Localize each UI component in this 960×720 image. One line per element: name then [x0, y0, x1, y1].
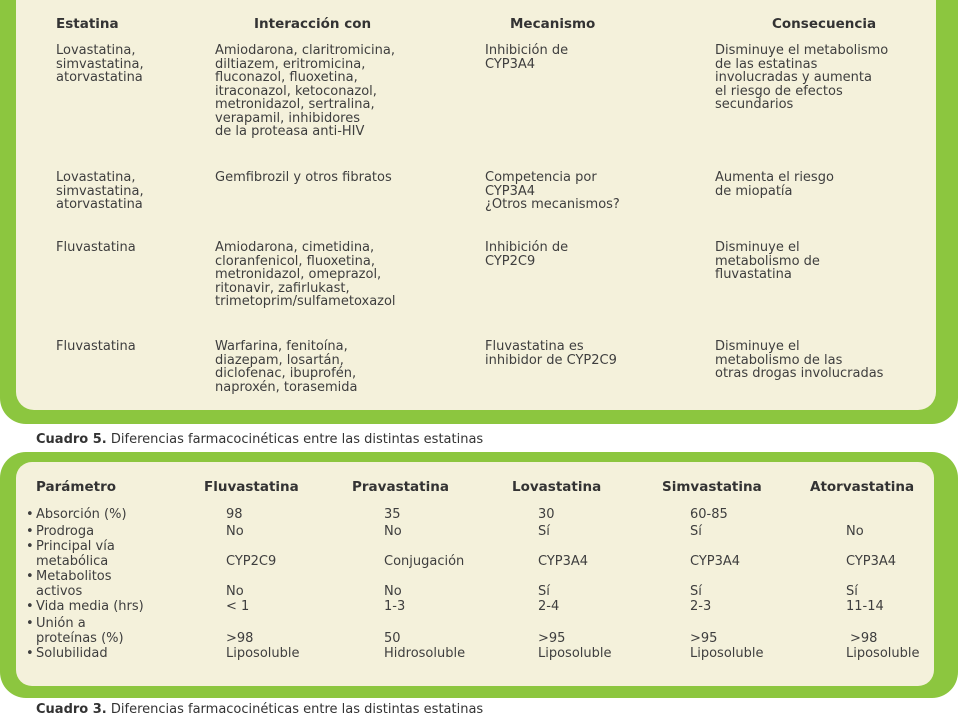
caption-text: Diferencias farmacocinéticas entre las distintas estatinas: [106, 702, 484, 717]
value-cell: 30: [538, 507, 555, 522]
caption-text: Diferencias farmacocinéticas entre las distintas estatinas: [106, 432, 484, 447]
row2-interaccion: Gemfibrozil y otros fibratos: [215, 170, 392, 185]
value-cell: Sí: [538, 524, 550, 539]
caption-label: Cuadro 3.: [36, 702, 107, 717]
header-mecanismo: Mecanismo: [510, 16, 596, 32]
row4-estatina: Fluvastatina: [56, 339, 136, 354]
row3-mecanismo: Inhibición de CYP2C9: [485, 240, 569, 269]
header-interaccion: Interacción con: [254, 16, 372, 32]
param-union-proteinas: Unión a proteínas (%): [36, 616, 124, 646]
value-cell: < 1: [226, 599, 250, 614]
value-cell: Sí: [690, 524, 702, 539]
row1-interaccion: Amiodarona, claritromicina, diltiazem, eritromicina, fluconazol, fluoxetina, itraconazol, ketoconazol, metronidazol, sertralina, verapamil, inhibidores de la proteasa anti-HIV: [215, 43, 395, 139]
value-cell: Liposoluble: [538, 646, 612, 661]
value-cell: CYP3A4: [538, 554, 589, 569]
row3-interaccion: Amiodarona, cimetidina, cloranfenicol, fluoxetina, metronidazol, omeprazol, ritonavir, zafirlukast, trimetoprim/sulfametoxazol: [215, 240, 396, 309]
param-absorcion: Absorción (%): [36, 507, 127, 522]
value-cell: 11-14: [846, 599, 884, 614]
bullet-icon: •: [26, 646, 34, 661]
value-cell: 98: [226, 507, 243, 522]
table-panel-top: [16, 0, 936, 410]
value-cell: Liposoluble: [846, 646, 920, 661]
caption-label: Cuadro 5.: [36, 432, 107, 447]
param-vida-media: Vida media (hrs): [36, 599, 144, 614]
value-cell: >98: [226, 631, 254, 646]
value-cell: Liposoluble: [226, 646, 300, 661]
row1-mecanismo: Inhibición de CYP3A4: [485, 43, 569, 72]
value-cell: 2-4: [538, 599, 560, 614]
value-cell: CYP3A4: [846, 554, 897, 569]
row2-mecanismo: Competencia por CYP3A4 ¿Otros mecanismos?: [485, 170, 620, 212]
value-cell: CYP2C9: [226, 554, 277, 569]
header-consecuencia: Consecuencia: [772, 16, 877, 32]
value-cell: 1-3: [384, 599, 406, 614]
header-simvastatina: Simvastatina: [662, 479, 762, 495]
value-cell: CYP3A4: [690, 554, 741, 569]
value-cell: No: [384, 524, 402, 539]
table-panel-bottom: [16, 462, 934, 686]
row2-consecuencia: Aumenta el riesgo de miopatía: [715, 170, 834, 199]
param-metabolitos-activos: Metabolitos activos: [36, 569, 112, 599]
param-solubilidad: Solubilidad: [36, 646, 108, 661]
param-prodroga: Prodroga: [36, 524, 95, 539]
value-cell: No: [384, 584, 402, 599]
value-cell: >98: [850, 631, 878, 646]
row3-consecuencia: Disminuye el metabolismo de fluvastatina: [715, 240, 820, 282]
value-cell: 2-3: [690, 599, 712, 614]
value-cell: No: [846, 524, 864, 539]
header-fluvastatina: Fluvastatina: [204, 479, 299, 495]
row1-estatina: Lovastatina, simvastatina, atorvastatina: [56, 43, 144, 85]
value-cell: Sí: [690, 584, 702, 599]
row1-consecuencia: Disminuye el metabolismo de las estatinas involucradas y aumenta el riesgo de efectos secundarios: [715, 43, 889, 112]
value-cell: Sí: [538, 584, 550, 599]
bullet-icon: •: [26, 616, 34, 631]
value-cell: 50: [384, 631, 401, 646]
value-cell: Conjugación: [384, 554, 465, 569]
header-atorvastatina: Atorvastatina: [810, 479, 915, 495]
value-cell: 60-85: [690, 507, 728, 522]
header-pravastatina: Pravastatina: [352, 479, 449, 495]
row3-estatina: Fluvastatina: [56, 240, 136, 255]
header-estatina: Estatina: [56, 16, 119, 32]
row4-consecuencia: Disminuye el metabolismo de las otras drogas involucradas: [715, 339, 884, 381]
value-cell: 35: [384, 507, 401, 522]
caption-cuadro-5: [36, 432, 483, 447]
bullet-icon: •: [26, 539, 34, 554]
bullet-icon: •: [26, 507, 34, 522]
bullet-icon: •: [26, 569, 34, 584]
row2-estatina: Lovastatina, simvastatina, atorvastatina: [56, 170, 144, 212]
row4-mecanismo: Fluvastatina es inhibidor de CYP2C9: [485, 339, 617, 368]
value-cell: >95: [690, 631, 718, 646]
value-cell: Liposoluble: [690, 646, 764, 661]
bullet-icon: •: [26, 599, 34, 614]
header-parametro: Parámetro: [36, 479, 117, 495]
value-cell: No: [226, 584, 244, 599]
value-cell: No: [226, 524, 244, 539]
value-cell: >95: [538, 631, 566, 646]
value-cell: Hidrosoluble: [384, 646, 466, 661]
param-via-metabolica: Principal vía metabólica: [36, 539, 115, 569]
header-lovastatina: Lovastatina: [512, 479, 602, 495]
caption-cuadro-3: [36, 702, 483, 717]
row4-interaccion: Warfarina, fenitoína, diazepam, losartán, diclofenac, ibuprofén, naproxén, torasemida: [215, 339, 358, 395]
value-cell: Sí: [846, 584, 858, 599]
bullet-icon: •: [26, 524, 34, 539]
